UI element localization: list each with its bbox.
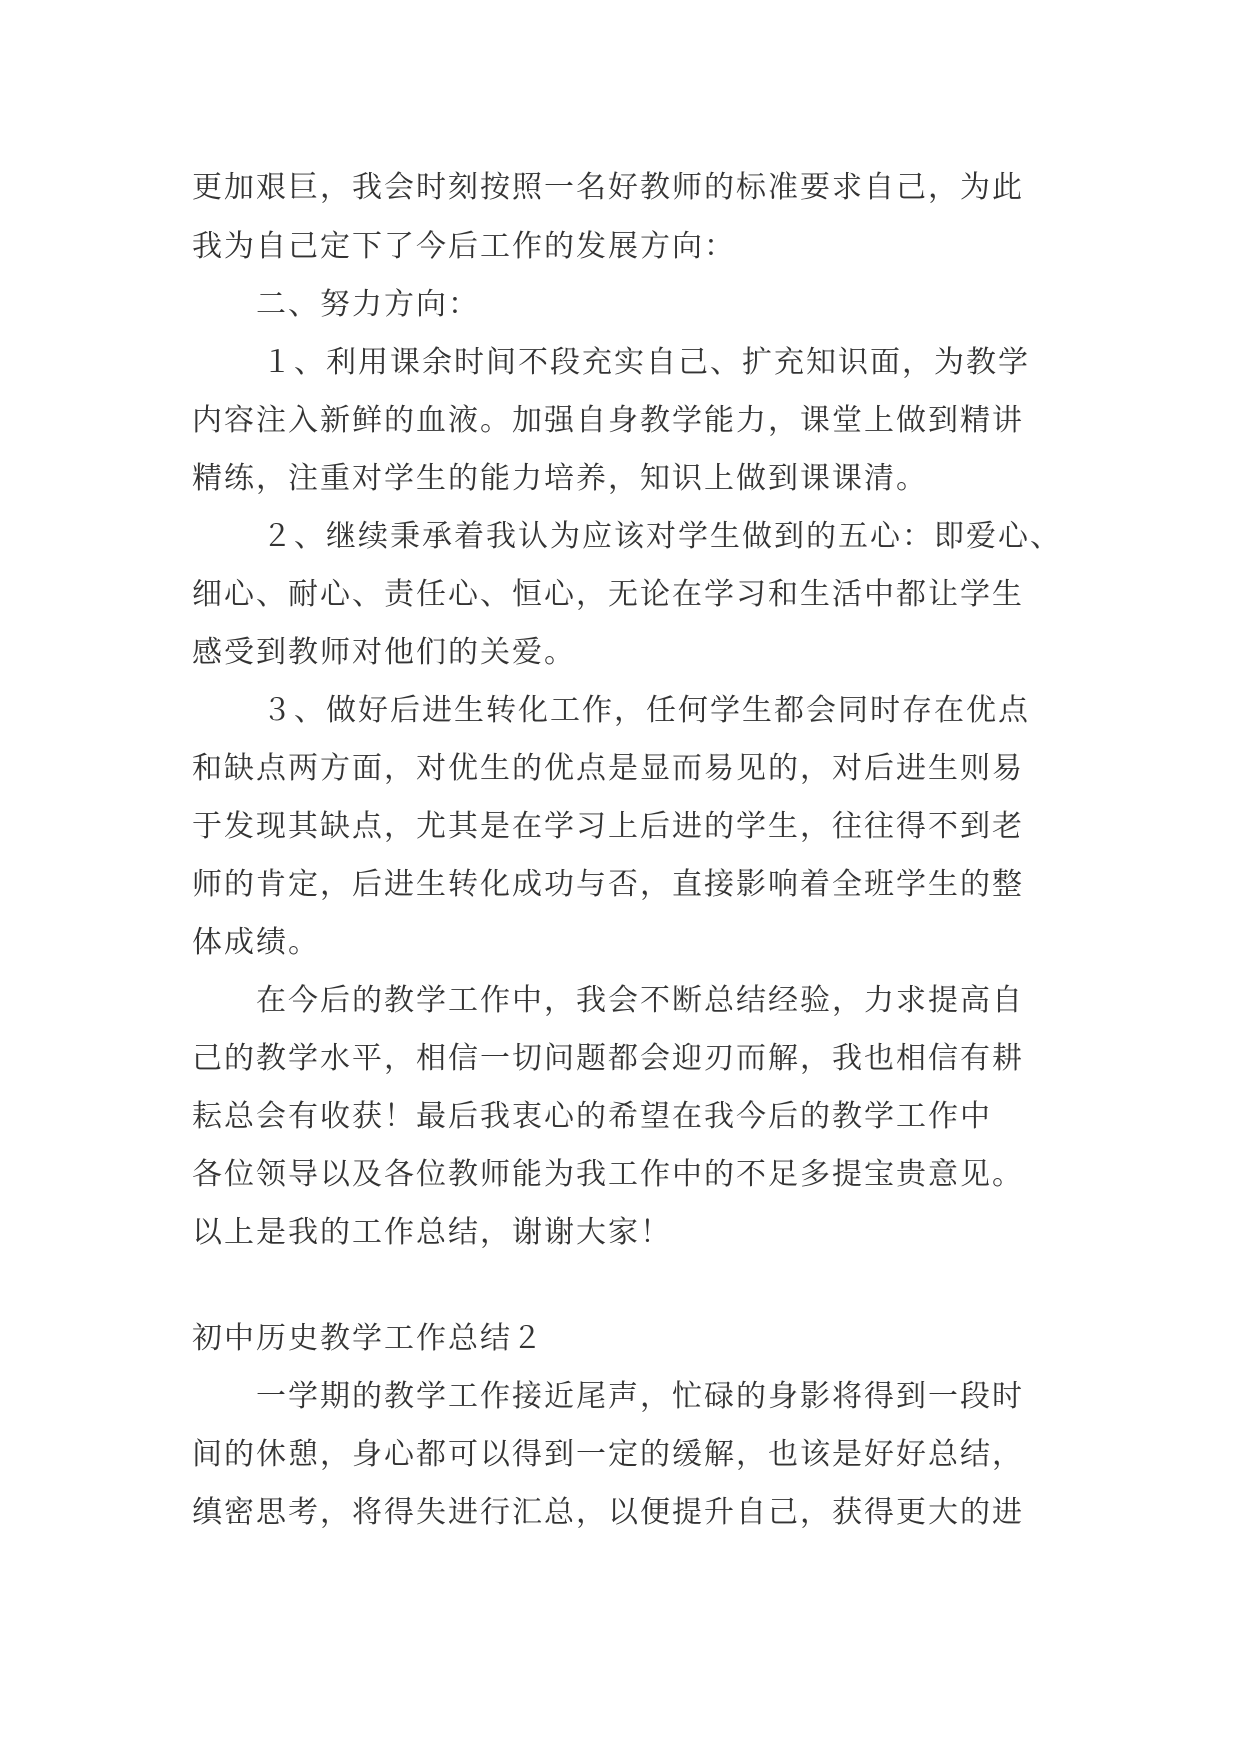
list-item-1: １、利用课余时间不段充实自己、扩充知识面，为教学: [262, 345, 1030, 380]
paragraph-line: 耘总会有收获！最后我衷心的希望在我今后的教学工作中: [192, 1099, 992, 1134]
paragraph-line: 精练，注重对学生的能力培养，知识上做到课课清。: [192, 461, 928, 496]
paragraph-line: 内容注入新鲜的血液。加强自身教学能力，课堂上做到精讲: [192, 403, 1024, 438]
paragraph-line: 于发现其缺点，尤其是在学习上后进的学生，往往得不到老: [192, 809, 1024, 844]
paragraph-line: 和缺点两方面，对优生的优点是显而易见的，对后进生则易: [192, 751, 1024, 786]
paragraph-line: 己的教学水平，相信一切问题都会迎刃而解，我也相信有耕: [192, 1041, 1024, 1076]
paragraph-line: 体成绩。: [192, 925, 320, 960]
paragraph-line: 缜密思考，将得失进行汇总，以便提升自己，获得更大的进: [192, 1495, 1024, 1530]
paragraph-start: 一学期的教学工作接近尾声，忙碌的身影将得到一段时: [256, 1379, 1024, 1414]
paragraph-line: 我为自己定下了今后工作的发展方向：: [192, 229, 736, 264]
paragraph-line: 感受到教师对他们的关爱。: [192, 635, 576, 670]
paragraph-line: 以上是我的工作总结，谢谢大家！: [192, 1215, 672, 1250]
list-item-3: ３、做好后进生转化工作，任何学生都会同时存在优点: [262, 693, 1030, 728]
paragraph-line: 细心、耐心、责任心、恒心，无论在学习和生活中都让学生: [192, 577, 1024, 612]
paragraph-line: 更加艰巨，我会时刻按照一名好教师的标准要求自己，为此: [192, 170, 1024, 205]
paragraph-line: 各位领导以及各位教师能为我工作中的不足多提宝贵意见。: [192, 1157, 1024, 1192]
section-title: 初中历史教学工作总结２: [192, 1321, 544, 1356]
paragraph-start: 在今后的教学工作中，我会不断总结经验，力求提高自: [256, 983, 1024, 1018]
section-heading: 二、努力方向：: [256, 287, 480, 322]
list-item-2: ２、继续秉承着我认为应该对学生做到的五心：即爱心、: [262, 519, 1062, 554]
paragraph-line: 师的肯定，后进生转化成功与否，直接影响着全班学生的整: [192, 867, 1024, 902]
paragraph-line: 间的休憩，身心都可以得到一定的缓解，也该是好好总结，: [192, 1437, 1024, 1472]
